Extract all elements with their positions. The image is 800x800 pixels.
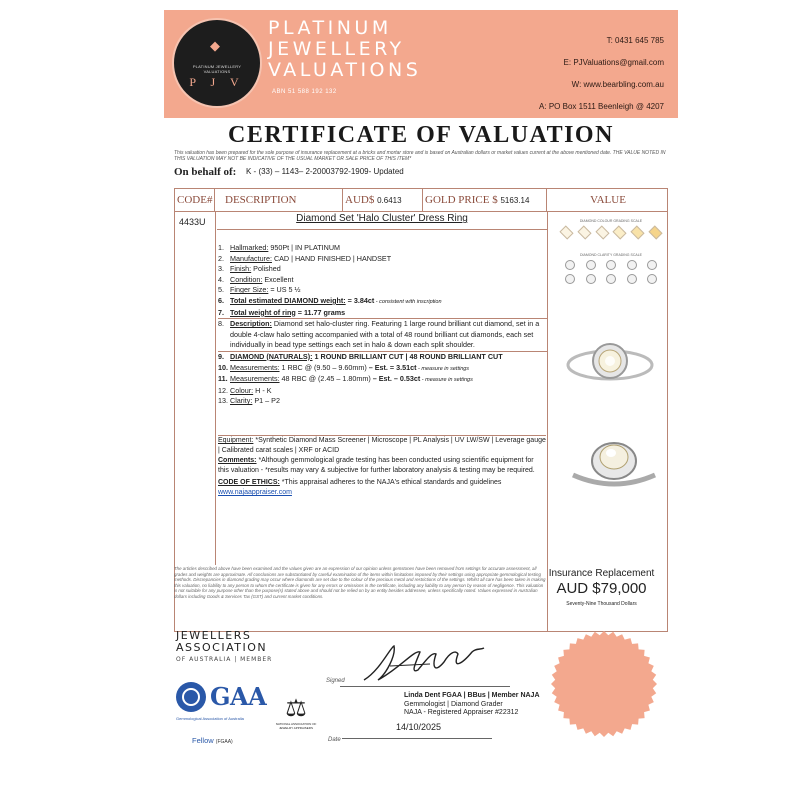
contact-phone: T: 0431 645 785 xyxy=(606,36,664,45)
brand-name xyxy=(268,18,421,81)
contact-email: E: PJValuations@gmail.com xyxy=(563,58,664,67)
table-header-row xyxy=(175,189,667,212)
gaa-subtitle: Gemmological Association of Australia xyxy=(176,716,244,721)
gaa-text: GAA xyxy=(210,682,267,711)
header-gold-value: 5163.14 xyxy=(500,196,530,205)
header-gold xyxy=(423,189,547,211)
list-item: 9. DIAMOND (NATURALS): 1 ROUND BRILLIANT CUT | 48 ROUND BRILLIANT CUT xyxy=(218,351,503,361)
diamond-icon: ◆ xyxy=(210,38,220,53)
ja-line3: OF AUSTRALIA | MEMBER xyxy=(176,656,273,663)
clarity-grade-swatch xyxy=(627,260,637,270)
brand-line: PLATINUM xyxy=(268,17,392,39)
certificate-page xyxy=(164,10,678,790)
insurance-label: Insurance Replacement xyxy=(548,568,655,579)
clarity-grade-swatch xyxy=(606,274,616,284)
list-item: 4. Condition: Excellent xyxy=(218,274,294,284)
list-item: 6. Total estimated DIAMOND weight: = 3.84ct - consistent with inscription xyxy=(218,295,442,305)
colour-grade-swatch xyxy=(559,225,573,239)
list-item: 1. Hallmarked: 950Pt | IN PLATINUM xyxy=(218,243,340,252)
insurance-box xyxy=(546,566,657,616)
clarity-grade-swatch xyxy=(627,274,637,284)
header-aud xyxy=(343,189,423,211)
contact-block xyxy=(539,30,664,118)
ethics-note: CODE OF ETHICS: *This appraisal adheres to the NAJA's ethical standards and guidelines xyxy=(218,479,502,486)
colour-grade-swatch xyxy=(595,225,609,239)
column-divider xyxy=(215,211,216,565)
insurance-amount-words: Seventy-Nine Thousand Dollars xyxy=(566,601,637,607)
date-label: Date xyxy=(328,737,341,743)
naja-link[interactable]: www.najaappraiser.com xyxy=(218,489,292,496)
gaa-badge-icon xyxy=(176,682,206,712)
item-details xyxy=(218,243,548,407)
list-item: 13. Clarity: P1 – P2 xyxy=(218,396,280,406)
clarity-grade-swatch xyxy=(606,260,616,270)
equipment-note: Equipment: *Synthetic Diamond Mass Screener | Microscope | PL Analysis | UV LW/SW | Leverage gauge | Calibrated carat scales | XRF or ACID xyxy=(218,437,546,454)
signer-info xyxy=(404,692,540,718)
item-code: 4433U xyxy=(179,217,206,227)
item-title: Diamond Set 'Halo Cluster' Dress Ring xyxy=(296,213,468,224)
clarity-grade-swatch xyxy=(586,260,596,270)
logo-ring-text: PLATINUM JEWELLERY VALUATIONS xyxy=(192,64,242,74)
embossed-seal xyxy=(550,630,658,738)
ring-photo-top xyxy=(565,331,655,391)
signer-role: Gemmologist | Diamond Grader xyxy=(404,700,503,708)
clarity-grade-swatch xyxy=(565,260,575,270)
list-item: 11. Measurements: 48 RBC @ (2.45 – 1.80mm) – Est. – 0.53ct - measure in settings xyxy=(218,374,473,384)
logo-initials: P J V xyxy=(189,75,245,89)
colour-grading-scale xyxy=(559,219,663,284)
list-item: 2. Manufacture: CAD | HAND FINISHED | HANDSET xyxy=(218,253,392,263)
seal-shape xyxy=(551,631,657,737)
certificate-date: 14/10/2025 xyxy=(396,722,442,732)
colour-grade-swatch xyxy=(631,225,645,239)
list-item: 5. Finger Size: = US 5 ½ xyxy=(218,285,301,295)
header-aud-value: 0.6413 xyxy=(377,196,402,205)
list-item: 3. Finish: Polished xyxy=(218,264,281,274)
signature-graphic xyxy=(360,640,490,688)
clarity-scale-title: DIAMOND CLARITY GRADING SCALE xyxy=(580,253,642,257)
list-item: 12. Colour: H - K xyxy=(218,385,272,395)
signature-line xyxy=(340,686,510,687)
naja-logo xyxy=(274,696,318,730)
ja-line2: ASSOCIATION xyxy=(176,641,268,654)
behalf-value: K - (33) – 1143– 2-20003792-1909- Updated xyxy=(246,167,404,176)
page-title: CERTIFICATE OF VALUATION xyxy=(228,122,614,148)
brand-line: VALUATIONS xyxy=(268,59,422,81)
header-value: VALUE xyxy=(590,194,626,206)
list-item: 7. Total weight of ring = 11.77 grams xyxy=(218,307,346,317)
header-aud-label: AUD$ xyxy=(345,194,375,206)
clarity-grade-swatch xyxy=(647,274,657,284)
list-item: 10. Measurements: 1 RBC @ (9.50 – 9.60mm) – Est. = 3.51ct - measure in settings xyxy=(218,362,470,372)
disclaimer: This valuation has been prepared for the sole purpose of insurance replacement at a bricks and mortar store and is based on Australian dollars or market values current at the above mentioned date. THE VALUE NOTED IN THIS VALUATION MAY NOT BE INDICATIVE OF THE USUAL MARKET OR SALE PRICE OF THIS ITEM* xyxy=(174,150,666,162)
date-line xyxy=(342,738,492,739)
colour-grade-swatch xyxy=(648,225,662,239)
clarity-grade-swatch xyxy=(565,274,575,284)
pjv-logo xyxy=(172,18,262,108)
header-code: CODE# xyxy=(175,189,215,211)
signer-name: Linda Dent FGAA | BBus | Member NAJA xyxy=(404,692,540,699)
fine-print: The articles described above have been examined and the values given are an expression of our opinion unless gemstones have been removed from settings for accurate assessment, all grades and weights are approximate. All conclusions are substantiated by careful examination of the items within limitations imposed by their settings using appropriate gemmological testing methods. Discrepancies in diamond grading may occur where diamonds are set due to the colour of the precious metal and restrictions of the settings. Whilst all care has been taken in making this valuation, no liability to any person to whom the certificate is given for any errors or omissions in the certificate, including any liability to any person by reason of negligence. This valuation is not suitable for any purpose other than the purpose(s) stated above and should not be relied on by an entity besides addressee, unless specifically noted. Values expressed in Australian dollars including Goods & Services Tax (GST) and current market conditions. xyxy=(174,566,546,599)
description-item: 8. Description: Diamond set halo-cluster ring. Featuring 1 large round brilliant cut diamond, set in a double 4-claw halo setting accompanied with a total of 48 round brilliant cut diamonds, each set individually in bead type settings each set in halo & down each split shoulder. xyxy=(218,318,548,352)
brand-line: JEWELLERY xyxy=(268,38,405,60)
signer-registration: NAJA - Registered Appraiser #22312 xyxy=(404,709,519,716)
header-banner xyxy=(164,10,678,118)
colour-grade-swatch xyxy=(613,225,627,239)
signed-label: Signed xyxy=(326,678,345,684)
ring-photo-side xyxy=(569,435,659,495)
colour-grade-swatch xyxy=(577,225,591,239)
clarity-grade-swatch xyxy=(647,260,657,270)
contact-web: W: www.bearbling.com.au xyxy=(571,80,664,89)
naja-text: NATIONAL ASSOCIATION OF JEWELRY APPRAISERS xyxy=(275,722,317,730)
scales-icon: ⚖ xyxy=(285,695,307,722)
notes-block xyxy=(218,435,546,498)
ja-line1: JEWELLERS xyxy=(176,629,252,642)
header-description: DESCRIPTION xyxy=(215,189,343,211)
clarity-grade-swatch xyxy=(586,274,596,284)
jewellers-association-logo xyxy=(176,630,272,663)
header-gold-label: GOLD PRICE $ xyxy=(425,194,498,206)
divider xyxy=(217,229,547,230)
insurance-amount: AUD $79,000 xyxy=(556,580,647,597)
fellow-label: Fellow (FGAA) xyxy=(192,736,233,745)
behalf-label: On behalf of: xyxy=(174,166,237,178)
contact-address: A: PO Box 1511 Beenleigh @ 4207 xyxy=(539,102,664,111)
abn-number: ABN 51 588 192 132 xyxy=(272,89,337,95)
colour-scale-title: DIAMOND COLOUR GRADING SCALE xyxy=(579,219,643,223)
comments-note: Comments: *Although gemmological grade testing has been conducted using scientific equipment for this valuation - *results may vary & subjective for further laboratory analysis & testing may be required. xyxy=(218,457,535,474)
